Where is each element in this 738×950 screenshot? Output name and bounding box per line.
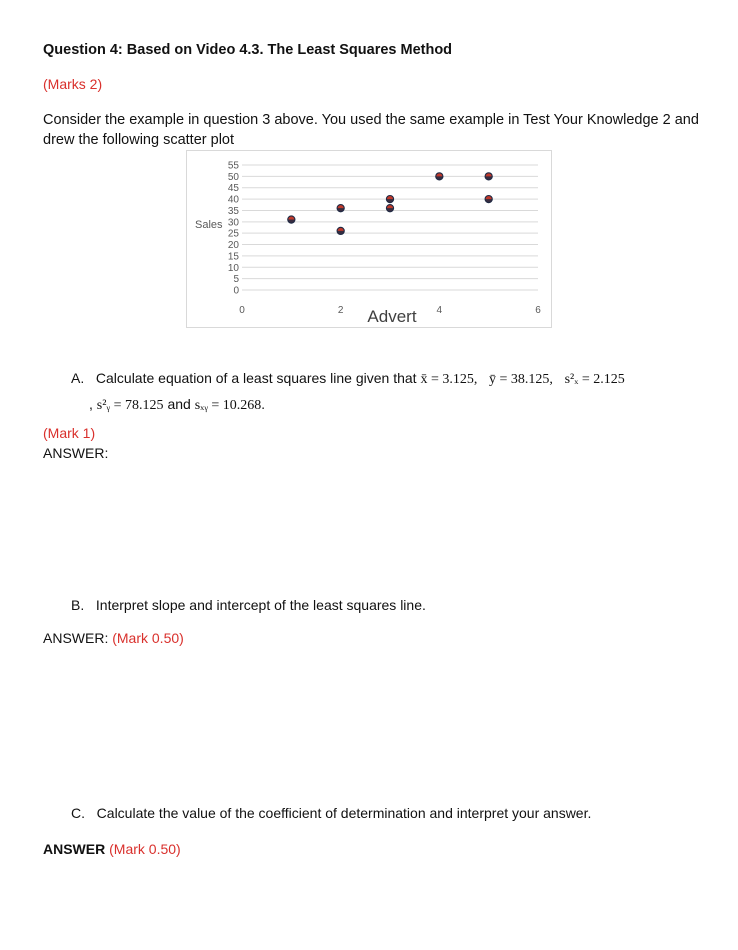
y-tick-label-35: 35 xyxy=(227,205,239,217)
y-tick-label-5: 5 xyxy=(233,274,239,286)
question-marks: (Marks 2) xyxy=(43,76,103,92)
part-c-text: Calculate the value of the coefficient of determination and interpret your answer. xyxy=(96,805,592,821)
part-a-separator: , xyxy=(89,396,93,412)
sxy-value: sₓᵧ = 10.268 xyxy=(194,398,262,413)
sx2-value: s²ₓ = 2.125 xyxy=(564,372,625,387)
part-a-end: . xyxy=(261,398,265,413)
part-a-question xyxy=(71,370,625,388)
part-c-answer xyxy=(43,841,181,857)
data-point-4 xyxy=(386,195,393,202)
part-c-question xyxy=(71,805,591,821)
data-point-5 xyxy=(386,205,393,212)
data-point-3 xyxy=(337,227,344,234)
part-c-mark: (Mark 0.50) xyxy=(109,841,181,857)
y-tick-label-15: 15 xyxy=(227,251,239,263)
y-tick-label-45: 45 xyxy=(227,183,239,195)
y-tick-label-20: 20 xyxy=(227,240,239,252)
part-a-mark: (Mark 1) xyxy=(43,425,96,441)
y-axis-label: Sales xyxy=(195,219,223,231)
part-a-and: and xyxy=(167,396,191,412)
part-c-prefix: C. xyxy=(71,805,85,821)
data-point-7 xyxy=(485,173,492,180)
x-tick-label-6: 6 xyxy=(535,305,541,316)
data-point-2 xyxy=(337,205,344,212)
y-tick-label-0: 0 xyxy=(233,285,239,297)
x-tick-label-2: 2 xyxy=(337,305,344,316)
y-tick-label-10: 10 xyxy=(227,262,239,274)
y-tick-label-50: 50 xyxy=(227,171,239,183)
ybar-value: ȳ = 38.125, xyxy=(489,372,553,387)
chart-border xyxy=(187,151,552,328)
part-b-mark: (Mark 0.50) xyxy=(112,630,184,646)
part-a-text: Calculate equation of a least squares line given that xyxy=(95,370,417,386)
data-point-8 xyxy=(485,195,492,202)
part-b-question xyxy=(71,597,426,613)
part-a-prefix: A. xyxy=(71,370,85,386)
part-a-answer-label: ANSWER: xyxy=(43,445,109,461)
part-b-answer xyxy=(43,630,184,646)
part-b-answer-label: ANSWER: xyxy=(43,630,109,646)
xbar-value: x̄ = 3.125, xyxy=(420,372,478,387)
part-b-text: Interpret slope and intercept of the least squares line. xyxy=(95,597,426,613)
question-title: Question 4: Based on Video 4.3. The Least Squares Method xyxy=(43,42,453,58)
data-point-6 xyxy=(436,173,443,180)
y-tick-label-40: 40 xyxy=(227,194,239,206)
y-tick-label-30: 30 xyxy=(227,217,239,229)
x-tick-label-4: 4 xyxy=(436,305,443,316)
question-intro: Consider the example in question 3 above. You used the same example in Test Your Knowledge 2 and drew the following scatter plot xyxy=(43,112,699,148)
y-tick-label-55: 55 xyxy=(227,160,239,172)
sy2-value: s²ᵧ = 78.125 xyxy=(96,398,164,413)
part-a-question-line2 xyxy=(89,396,265,414)
scatter-chart xyxy=(186,150,552,328)
part-c-answer-label: ANSWER xyxy=(43,841,106,857)
y-tick-label-25: 25 xyxy=(227,228,239,240)
data-point-1 xyxy=(288,216,295,223)
x-axis-label: Advert xyxy=(367,307,417,326)
part-b-prefix: B. xyxy=(71,597,85,613)
x-tick-label-0: 0 xyxy=(239,305,245,316)
